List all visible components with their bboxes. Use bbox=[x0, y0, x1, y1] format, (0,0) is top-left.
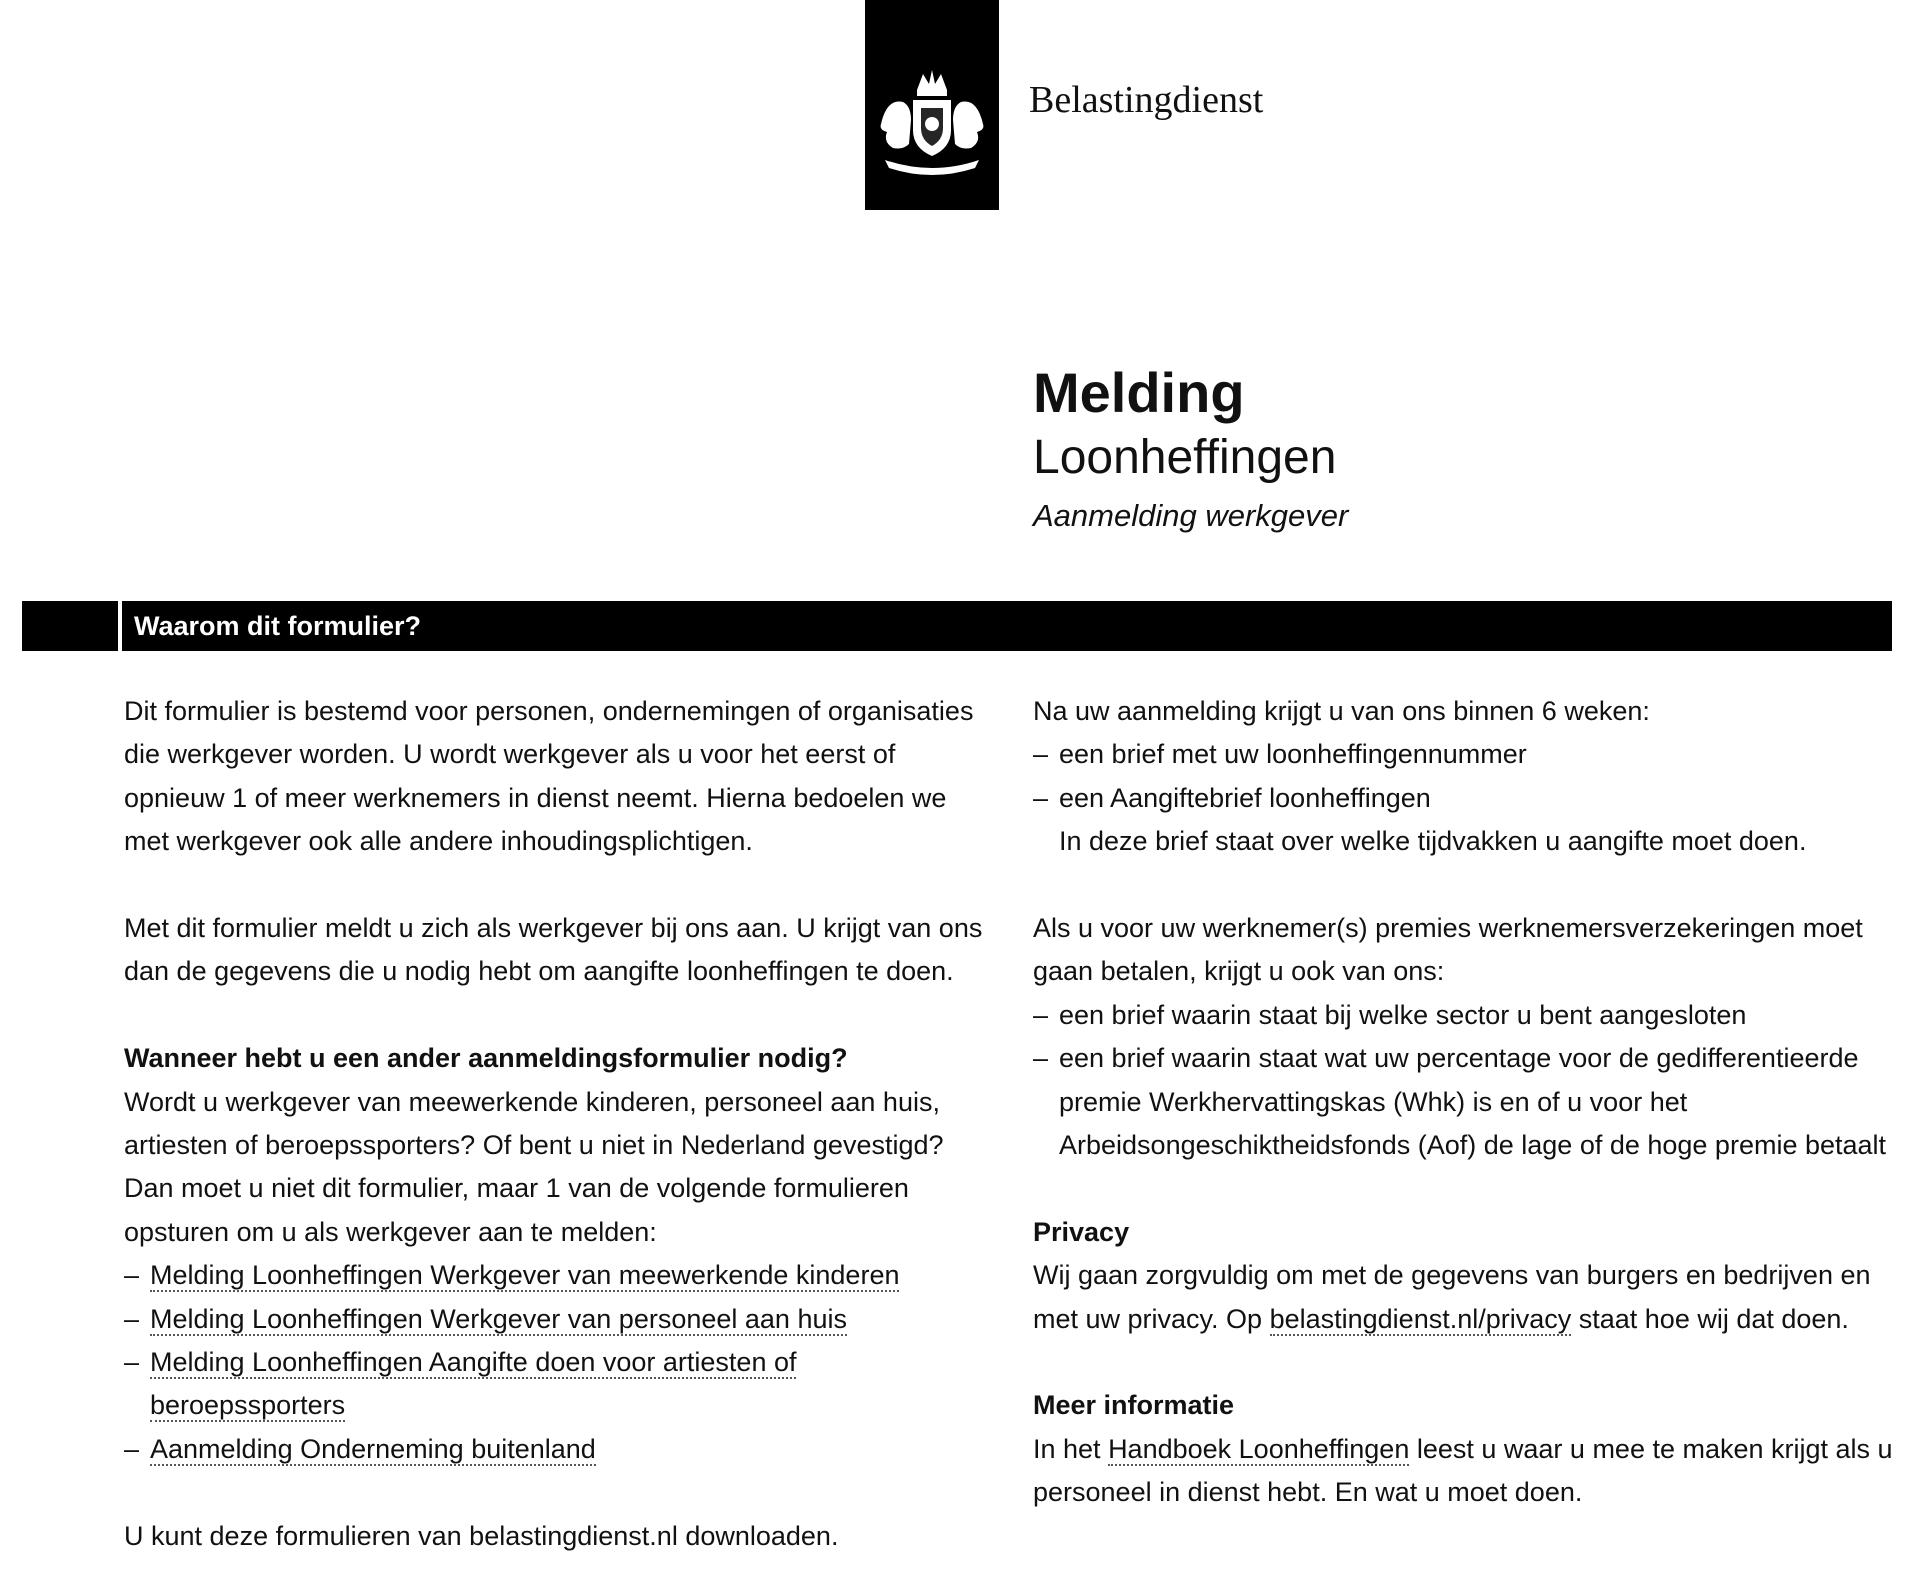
page-title: Melding bbox=[1033, 361, 1245, 424]
agency-name: Belastingdienst bbox=[1029, 79, 1264, 121]
privacy-text: Wij gaan zorgvuldig om met de gegevens van burgers en bedrijven en met uw privacy. Op bbox=[1033, 1260, 1871, 1334]
form-link-personeel-aan-huis[interactable]: Melding Loonheffingen Werkgever van personeel aan huis bbox=[150, 1303, 847, 1334]
form-link-artiesten[interactable]: Melding Loonheffingen Aangifte doen voor artiesten of beroepssporters bbox=[150, 1347, 797, 1421]
section-divider bbox=[118, 601, 122, 651]
purpose-paragraph: Met dit formulier meldt u zich als werkgever bij ons aan. U krijgt van ons dan de gegevens die u nodig hebt om aangifte loonheffingen te doen. bbox=[124, 913, 983, 987]
list-item: – een brief waarin staat bij welke sector u bent aangesloten bbox=[1033, 994, 1913, 1037]
other-form-heading: Wanneer hebt u een ander aanmeldingsformulier nodig? bbox=[124, 1043, 848, 1074]
download-paragraph: U kunt deze formulieren van belastingdienst.nl downloaden. bbox=[124, 1520, 839, 1551]
privacy-link[interactable]: belastingdienst.nl/privacy bbox=[1269, 1303, 1572, 1334]
premiums-paragraph: Als u voor uw werknemer(s) premies werknemersverzekeringen moet gaan betalen, krijgt u ook van ons: bbox=[1033, 913, 1863, 987]
list-item bbox=[1033, 777, 1913, 864]
privacy-text-end: staat hoe wij dat doen. bbox=[1571, 1303, 1849, 1334]
list-item-text: een Aangiftebrief loonheffingen bbox=[1059, 782, 1431, 813]
info-text-end: leest u waar u mee te maken krijgt als u personeel in dienst hebt. En wat u moet doen. bbox=[1033, 1433, 1893, 1508]
intro-paragraph: Dit formulier is bestemd voor personen, ondernemingen of organisaties die werkgever worden. U wordt werkgever als u voor het eerst of opnieuw 1 of meer werknemers in dienst neemt. Hierna bedoelen we met werkgever ook alle andere inhoudingsplichtigen. bbox=[124, 696, 974, 857]
coat-of-arms-icon bbox=[873, 68, 991, 178]
other-forms-list bbox=[124, 1254, 984, 1471]
list-item bbox=[124, 1428, 984, 1471]
list-item-note: In deze brief staat over welke tijdvakken u aangifte moet doen. bbox=[1059, 826, 1807, 857]
handboek-link[interactable]: Handboek Loonheffingen bbox=[1108, 1433, 1410, 1464]
title-block bbox=[1033, 358, 1348, 538]
info-text: In het bbox=[1033, 1433, 1109, 1464]
letters-list bbox=[1033, 733, 1913, 863]
left-column bbox=[124, 690, 984, 1558]
form-link-kinderen[interactable]: Melding Loonheffingen Werkgever van meewerkende kinderen bbox=[150, 1260, 900, 1291]
more-info-heading: Meer informatie bbox=[1033, 1390, 1235, 1421]
list-item: – een brief waarin staat wat uw percentage voor de gedifferentieerde premie Werkhervattingskas (Whk) is en of u voor het Arbeidsongeschiktheidsfonds (Aof) de lage of de hoge premie betaalt bbox=[1033, 1037, 1913, 1167]
section-heading: Waarom dit formulier? bbox=[134, 611, 422, 641]
logo-block bbox=[865, 0, 999, 210]
list-item: – een brief met uw loonheffingennummer bbox=[1033, 733, 1913, 776]
page-subtitle-italic: Aanmelding werkgever bbox=[1033, 498, 1349, 533]
list-item bbox=[124, 1341, 984, 1428]
section-header-bar bbox=[22, 601, 1892, 651]
list-item bbox=[124, 1298, 984, 1341]
privacy-paragraph bbox=[1033, 1254, 1913, 1341]
list-item bbox=[124, 1254, 984, 1297]
page-subtitle: Loonheffingen bbox=[1033, 431, 1337, 484]
more-info-paragraph bbox=[1033, 1428, 1913, 1515]
form-link-buitenland[interactable]: Aanmelding Onderneming buitenland bbox=[150, 1433, 596, 1464]
other-form-paragraph: Wordt u werkgever van meewerkende kinderen, personeel aan huis, artiesten of beroepssporters? Of bent u niet in Nederland gevestigd? Dan moet u niet dit formulier, maar 1 van de volgende formulieren opsturen om u als werkgever aan te melden: bbox=[124, 1086, 944, 1247]
privacy-heading: Privacy bbox=[1033, 1216, 1130, 1247]
right-column bbox=[1033, 690, 1913, 1515]
premium-letters-list bbox=[1033, 994, 1913, 1168]
after-registration-paragraph: Na uw aanmelding krijgt u van ons binnen 6 weken: bbox=[1033, 696, 1650, 726]
